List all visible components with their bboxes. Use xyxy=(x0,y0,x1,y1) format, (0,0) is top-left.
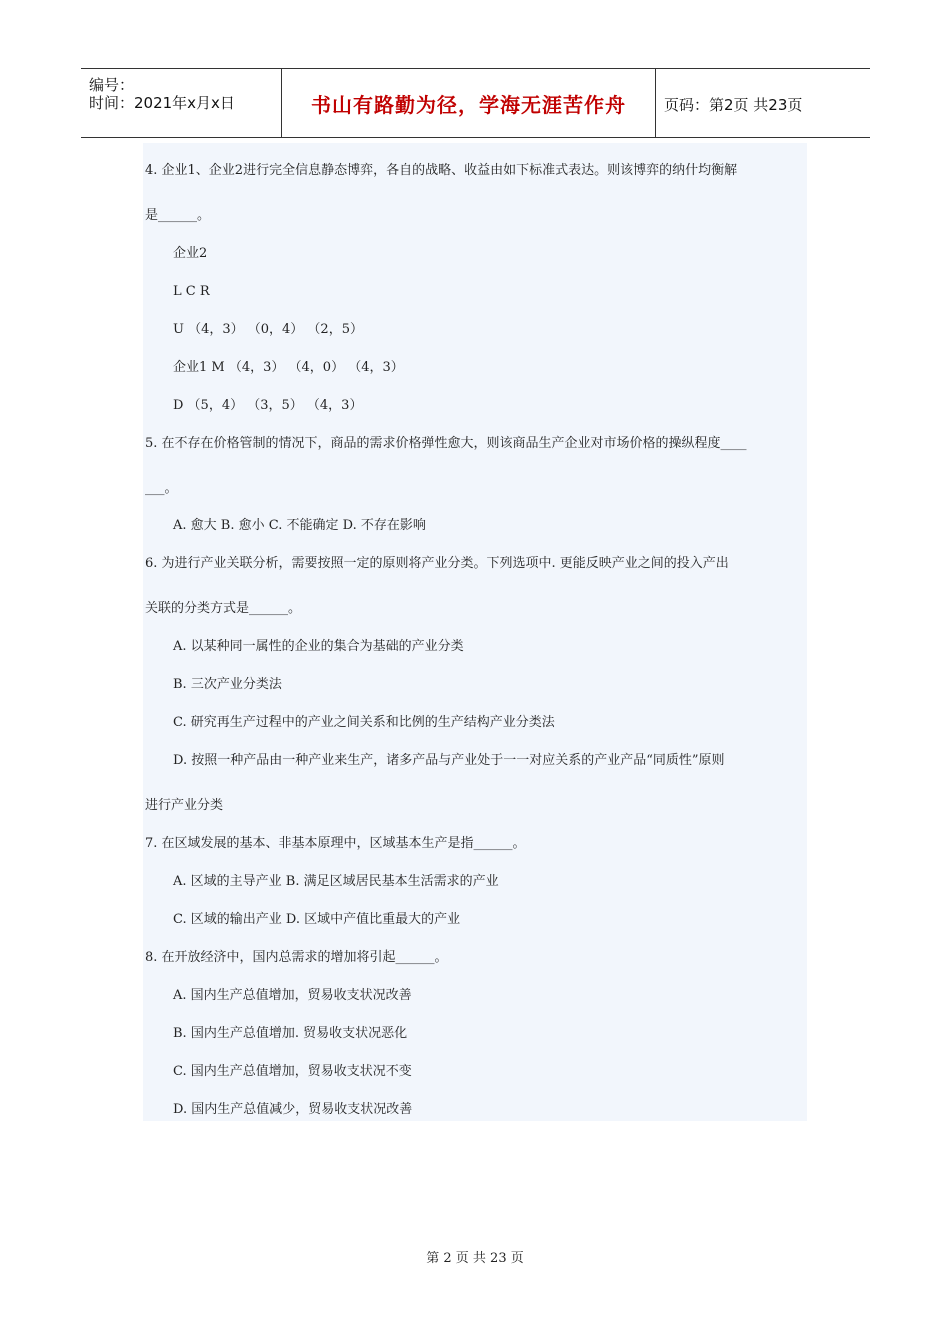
page-info: 页码：第2页 共23页 xyxy=(664,96,803,114)
question-6-option-d: D. 按照一种产品由一种产业来生产，诸多产品与产业处于一一对应关系的产业产品“同质性”原则 xyxy=(173,753,725,768)
question-8-option-a: A. 国内生产总值增加，贸易收支状况改善 xyxy=(173,988,412,1003)
table-columns: L C R xyxy=(173,284,210,299)
question-6-option-b: B. 三次产业分类法 xyxy=(173,677,282,692)
code-label: 编号： xyxy=(89,76,135,94)
question-8-option-d: D. 国内生产总值减少，贸易收支状况改善 xyxy=(173,1102,413,1117)
question-6-option-d-cont: 进行产业分类 xyxy=(145,798,224,813)
question-5-line-1: 5. 在不存在价格管制的情况下，商品的需求价格弹性愈大，则该商品生产企业对市场价格的操纵程度____ xyxy=(145,436,747,451)
question-4-line-1: 4. 企业1、企业2进行完全信息静态博弈，各自的战略、收益由如下标准式表达。则该博弈的纳什均衡解 xyxy=(145,163,738,178)
question-6-line-2: 关联的分类方式是______。 xyxy=(145,601,302,616)
question-6-line-1: 6. 为进行产业关联分析，需要按照一定的原则将产业分类。下列选项中. 更能反映产业之间的投入产出 xyxy=(145,556,729,571)
time-label: 时间：2021年x月x日 xyxy=(89,94,235,112)
page-header xyxy=(81,68,870,138)
question-5-options: A. 愈大 B. 愈小 C. 不能确定 D. 不存在影响 xyxy=(173,518,426,533)
page-footer: 第 2 页 共 23 页 xyxy=(426,1251,524,1266)
header-right-cell xyxy=(655,69,870,137)
question-7-options-ab: A. 区域的主导产业 B. 满足区域居民基本生活需求的产业 xyxy=(173,874,499,889)
question-8-option-c: C. 国内生产总值增加，贸易收支状况不变 xyxy=(173,1064,412,1079)
question-7-options-cd: C. 区域的输出产业 D. 区域中产值比重最大的产业 xyxy=(173,912,461,927)
table-firm2-label: 企业2 xyxy=(173,246,208,261)
question-7-line-1: 7. 在区域发展的基本、非基本原理中，区域基本生产是指______。 xyxy=(145,836,526,851)
content-background xyxy=(143,143,807,1121)
table-row-u: U （4，3） （0，4） （2，5） xyxy=(173,322,363,337)
header-motto-cell xyxy=(281,69,656,137)
header-left-cell xyxy=(81,69,281,137)
motto: 书山有路勤为径，学海无涯苦作舟 xyxy=(311,93,626,117)
table-row-m: 企业1 M （4，3） （4，0） （4，3） xyxy=(173,360,404,375)
table-row-d: D （5，4） （3，5） （4，3） xyxy=(173,398,363,413)
question-8-option-b: B. 国内生产总值增加. 贸易收支状况恶化 xyxy=(173,1026,408,1041)
question-6-option-c: C. 研究再生产过程中的产业之间关系和比例的生产结构产业分类法 xyxy=(173,715,555,730)
question-6-option-a: A. 以某种同一属性的企业的集合为基础的产业分类 xyxy=(173,639,464,654)
question-8-line-1: 8. 在开放经济中，国内总需求的增加将引起______。 xyxy=(145,950,448,965)
question-4-line-2: 是______。 xyxy=(145,208,211,223)
question-5-line-2: ___。 xyxy=(145,481,178,496)
